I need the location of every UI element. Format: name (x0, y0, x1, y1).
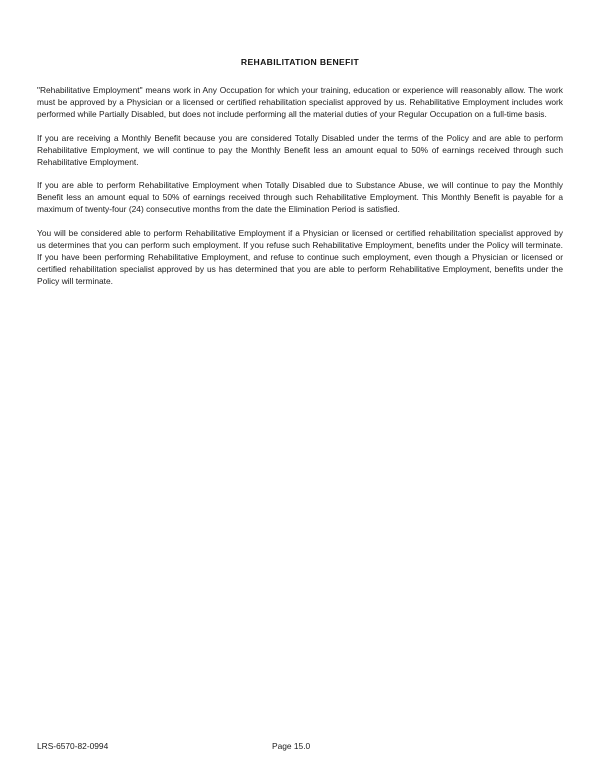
page-footer (37, 740, 563, 754)
paragraph-definition: "Rehabilitative Employment" means work in Any Occupation for which your training, education or experience will reasonably allow. The work must be approved by a Physician or a licensed or certified rehabilitation specialist approved by us. Rehabilitative Employment includes work performed while Partially Disabled, but does not include performing all the material duties of your Regular Occupation on a full-time basis. (37, 85, 563, 120)
paragraph-substance-abuse: If you are able to perform Rehabilitative Employment when Totally Disabled due to Substance Abuse, we will continue to pay the Monthly Benefit less an amount equal to 50% of earnings received through such Rehabilitative Employment. This Monthly Benefit is payable for a maximum of twenty-four (24) consecutive months from the date the Elimination Period is satisfied. (37, 180, 563, 215)
document-body (37, 56, 563, 287)
footer-page-number: Page 15.0 (272, 741, 311, 751)
footer-form-number: LRS-6570-82-0994 (37, 741, 109, 751)
paragraph-termination: You will be considered able to perform Rehabilitative Employment if a Physician or licensed or certified rehabilitation specialist approved by us determines that you can perform such employment. If you refuse such Rehabilitative Employment, benefits under the Policy will terminate. If you have been performing Rehabilitative Employment, and refuse to continue such employment, even though a Physician or licensed or certified rehabilitation specialist approved by us has determined that you are able to perform Rehabilitative Employment, benefits under the Policy will terminate. (37, 227, 563, 287)
page-title: REHABILITATION BENEFIT (240, 57, 360, 67)
paragraph-monthly-benefit: If you are receiving a Monthly Benefit because you are considered Totally Disabled under the terms of the Policy and are able to perform Rehabilitative Employment, we will continue to pay the Monthly Benefit less an amount equal to 50% of earnings received through such Rehabilitative Employment. (37, 132, 563, 167)
